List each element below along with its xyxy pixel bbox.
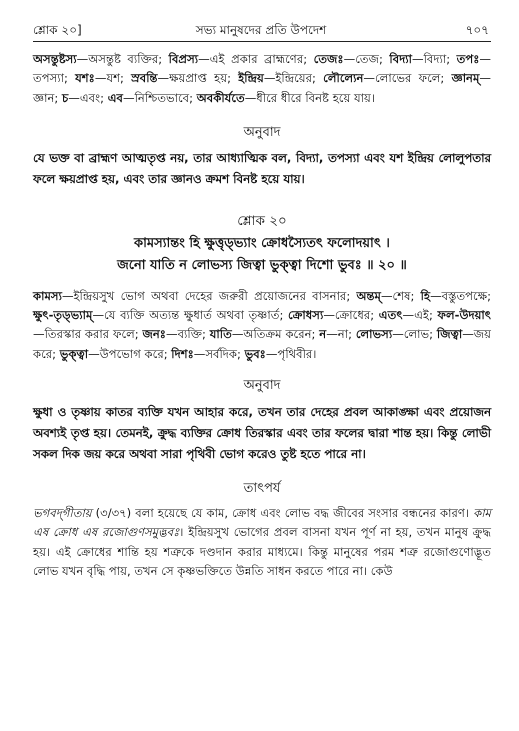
synonym-word: ভুক্ত্বা [59, 346, 89, 361]
synonym-word: তেজঃ [313, 52, 344, 66]
synonym-meaning: —না; [326, 327, 356, 342]
header-rule [33, 41, 491, 42]
verse-title: শ্লোক ২০ [237, 212, 287, 229]
synonym-word: দিশঃ [171, 346, 194, 361]
chapter-verse-ref: শ্লোক ২০] [33, 23, 82, 37]
synonym-word: ইন্দ্রিয় [238, 71, 264, 86]
synonym-word: তপঃ [456, 52, 480, 66]
translation: ক্ষুধা ও তৃষ্ণায় কাতর ব্যক্তি যখন আহার করে, তখন তার দেহের প্রবল আকাঙ্ক্ষা এবং প্রয়োজন অবশ্যই তৃপ্ত হয়। তেমনই, ক্রুদ্ধ ব্যক্তির ক্রোধ তিরস্কার এবং তার ফলের দ্বারা শান্ত হয়। কিন্তু লোভী সকল দিক জয় করে অথবা সারা পৃথিবী ভোগ করেও তুষ্ট হতে পারে না। [33, 405, 491, 462]
page-number: ৭০৭ [465, 23, 489, 37]
verse-line-1: কামস্যান্তং হি ক্ষুত্তৃড্‌ভ্যাং ক্রোধস্যৈতৎ ফলোদয়াৎ । [134, 235, 390, 251]
purport [33, 504, 491, 581]
synonyms [33, 287, 491, 364]
synonym-meaning: —এই প্রকার ব্রাহ্মণের; [198, 52, 314, 66]
synonym-meaning: —ধীরে ধীরে বিনষ্ট হয়ে যায়। [244, 90, 375, 105]
synonym-word: অন্তম্ [356, 288, 381, 303]
purport-heading: তাৎপর্য [243, 481, 281, 497]
synonym-meaning: —লোভের ফলে; [363, 71, 452, 86]
purport-text-1: (৩/৩৭) বলা হয়েছে যে কাম, ক্রোধ এবং লোভ বদ্ধ জীবের সংসার বন্ধনের কারণ। [91, 506, 474, 521]
synonym-meaning: —লোভ; [392, 327, 437, 342]
synonym-meaning: —পৃথিবীর। [265, 346, 317, 361]
synonym-meaning: —তিরস্কার করার ফলে; [33, 327, 143, 342]
synonym-word: এতৎ [378, 308, 403, 323]
synonym-word: স্রবন্তি [131, 71, 158, 86]
running-header [33, 22, 489, 42]
synonym-word: অসন্তুষ্টস্য [33, 52, 77, 66]
purport-quote: কাম এষ ক্রোধ এষ রজোগুণসমুদ্ভবঃ [33, 506, 491, 540]
synonym-word: এব [107, 90, 123, 105]
synonym-word: জ্ঞানম্ [451, 71, 480, 86]
synonym-word: চ [61, 90, 69, 105]
synonym-word: অবকীর্যতে [196, 90, 245, 105]
synonym-word: কামস্য [33, 288, 62, 303]
page-content [33, 50, 491, 581]
purport-text-2: । ইন্দ্রিয়সুখ ভোগের প্রবল বাসনা যখন পূর্ণ না হয়, তখন মানুষ ক্রুদ্ধ হয়। এই ক্রোধের শান্তি হয় শত্রুকে দণ্ডদান করার মাধ্যমে। কিন্তু মানুষের পরম শত্রু রজোগুণোদ্ভূত লোভ যখন বৃদ্ধি পায়, তখন সে কৃষ্ণভক্তিতে উন্নতি সাধন করতে পারে না। কেউ [33, 525, 491, 578]
synonym-meaning: —শেষ; [380, 288, 421, 303]
translation-previous-verse: যে ভক্ত বা ব্রাহ্মণ আত্মতৃপ্ত নয়, তার আধ্যাত্মিক বল, বিদ্যা, তপস্যা এবং যশ ইন্দ্রিয় লোলুপতার ফলে ক্ষয়প্রাপ্ত হয়, এবং তার জ্ঞানও ক্রমশ বিনষ্ট হয়ে যায়। [33, 150, 491, 186]
translation-heading: অনুবাদ [243, 378, 281, 394]
verse-line-2: জনো যাতি ন লোভস্য জিত্বা ভুক্ত্বা দিশো ভুবঃ ॥ ২০ ॥ [117, 257, 407, 273]
synonym-meaning: —তেজ; [343, 52, 390, 66]
translation-heading-previous: অনুবাদ [243, 124, 281, 140]
synonym-meaning: —জ্ঞান; [33, 71, 492, 105]
synonym-word: লোভস্য [355, 327, 393, 342]
purport-citation: ভগবদ্‌গীতায় [33, 506, 92, 521]
synonym-word: লৌল্যেন [323, 71, 364, 86]
synonym-meaning: —বিদ্যা; [412, 52, 457, 66]
synonym-word: যশঃ [75, 71, 95, 86]
synonym-meaning: —ক্ষয়প্রাপ্ত হয়; [157, 71, 239, 86]
synonym-meaning: —যে ব্যক্তি অত্যন্ত ক্ষুধার্ত অথবা তৃষ্ণার্ত; [92, 308, 289, 323]
synonym-meaning: —তপস্যা; [33, 52, 491, 86]
synonym-meaning: —ক্রোধের; [323, 308, 379, 323]
synonym-word: বিপ্রস্য [168, 52, 199, 66]
synonyms-previous-verse [33, 50, 491, 108]
synonym-meaning: —বস্তুতপক্ষে; [430, 288, 491, 303]
synonym-meaning: —উপভোগ করে; [88, 346, 172, 361]
synonym-meaning: —এবং; [68, 90, 108, 105]
synonym-meaning: —নিশ্চিতভাবে; [122, 90, 197, 105]
synonym-word: ফল-উদয়াৎ [437, 308, 491, 323]
synonym-meaning: —ব্যক্তি; [166, 327, 210, 342]
synonym-word: ক্রোধস্য [288, 308, 324, 323]
synonym-word: ক্ষুৎ-তৃড্‌ভ্যাম্ [33, 308, 93, 323]
synonym-meaning: —জয় করে; [33, 327, 491, 361]
running-title: সভ্য মানুষদের প্রতি উপদেশ [195, 23, 327, 37]
synonym-meaning: —এই; [402, 308, 438, 323]
synonym-word: ভুবঃ [244, 346, 266, 361]
synonym-word: জনঃ [142, 327, 166, 342]
synonym-word: ন [319, 327, 327, 342]
synonym-meaning: —যশ; [94, 71, 132, 86]
synonym-word: জিত্বা [436, 327, 463, 342]
synonym-meaning: —অতিক্রম করেন; [231, 327, 320, 342]
synonym-word: যাতি [209, 327, 232, 342]
synonym-meaning: —ইন্দ্রিয়সুখ ভোগ অথবা দেহের জরুরী প্রয়োজনের বাসনার; [61, 288, 357, 303]
synonym-meaning: —ইন্দ্রিয়ের; [263, 71, 324, 86]
synonym-word: বিদ্যা [389, 52, 413, 66]
synonym-word: হি [420, 288, 431, 303]
synonym-meaning: —অসন্তুষ্ট ব্যক্তির; [76, 52, 169, 66]
synonym-meaning: —সর্বদিক; [193, 346, 245, 361]
